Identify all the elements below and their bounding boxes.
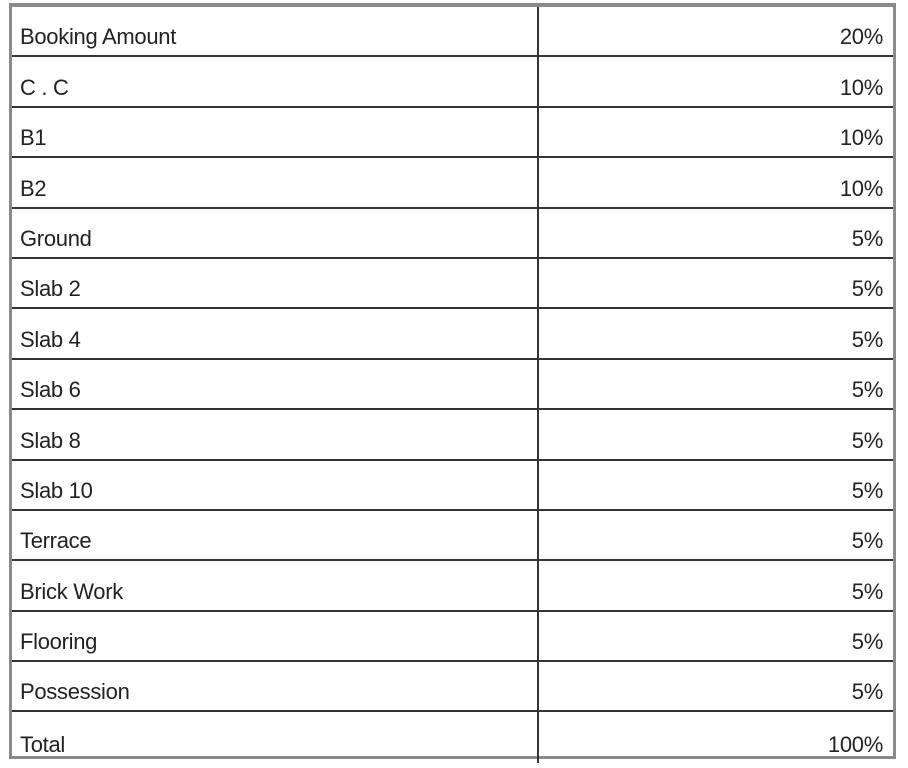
table-row (12, 158, 893, 208)
table-row (12, 561, 893, 611)
stage-label: Booking Amount (12, 7, 539, 55)
percentage-value: 5% (851, 225, 883, 251)
percentage-value: 5% (851, 276, 883, 302)
table-row (12, 461, 893, 511)
percentage-value: 20% (839, 24, 883, 50)
stage-label: B1 (12, 108, 539, 156)
table-row (12, 108, 893, 158)
percentage-value: 5% (851, 326, 883, 352)
table-row (12, 309, 893, 359)
stage-label: Flooring (12, 612, 539, 660)
stage-label: C . C (12, 57, 539, 105)
stage-label: Terrace (12, 511, 539, 559)
table-row (12, 511, 893, 561)
stage-label: Slab 4 (12, 309, 539, 357)
stage-label: Total (12, 712, 539, 762)
percentage-value: 5% (851, 629, 883, 655)
total-row (12, 712, 893, 762)
table-row (12, 410, 893, 460)
table-row (12, 360, 893, 410)
percentage-value: 10% (839, 74, 883, 100)
percentage-value: 10% (839, 125, 883, 151)
table-row (12, 7, 893, 57)
table-row (12, 209, 893, 259)
percentage-value: 10% (839, 175, 883, 201)
stage-label: Ground (12, 209, 539, 257)
stage-label: Slab 10 (12, 461, 539, 509)
table-row (12, 612, 893, 662)
stage-label: Brick Work (12, 561, 539, 609)
table-row (12, 662, 893, 712)
percentage-value: 5% (851, 679, 883, 705)
table-row (12, 57, 893, 107)
payment-schedule-table (9, 3, 896, 759)
percentage-value: 100% (827, 731, 883, 757)
stage-label: Possession (12, 662, 539, 710)
stage-label: B2 (12, 158, 539, 206)
stage-label: Slab 6 (12, 360, 539, 408)
percentage-value: 5% (851, 377, 883, 403)
percentage-value: 5% (851, 578, 883, 604)
percentage-value: 5% (851, 427, 883, 453)
table-row (12, 259, 893, 309)
percentage-value: 5% (851, 528, 883, 554)
stage-label: Slab 2 (12, 259, 539, 307)
stage-label: Slab 8 (12, 410, 539, 458)
percentage-value: 5% (851, 477, 883, 503)
